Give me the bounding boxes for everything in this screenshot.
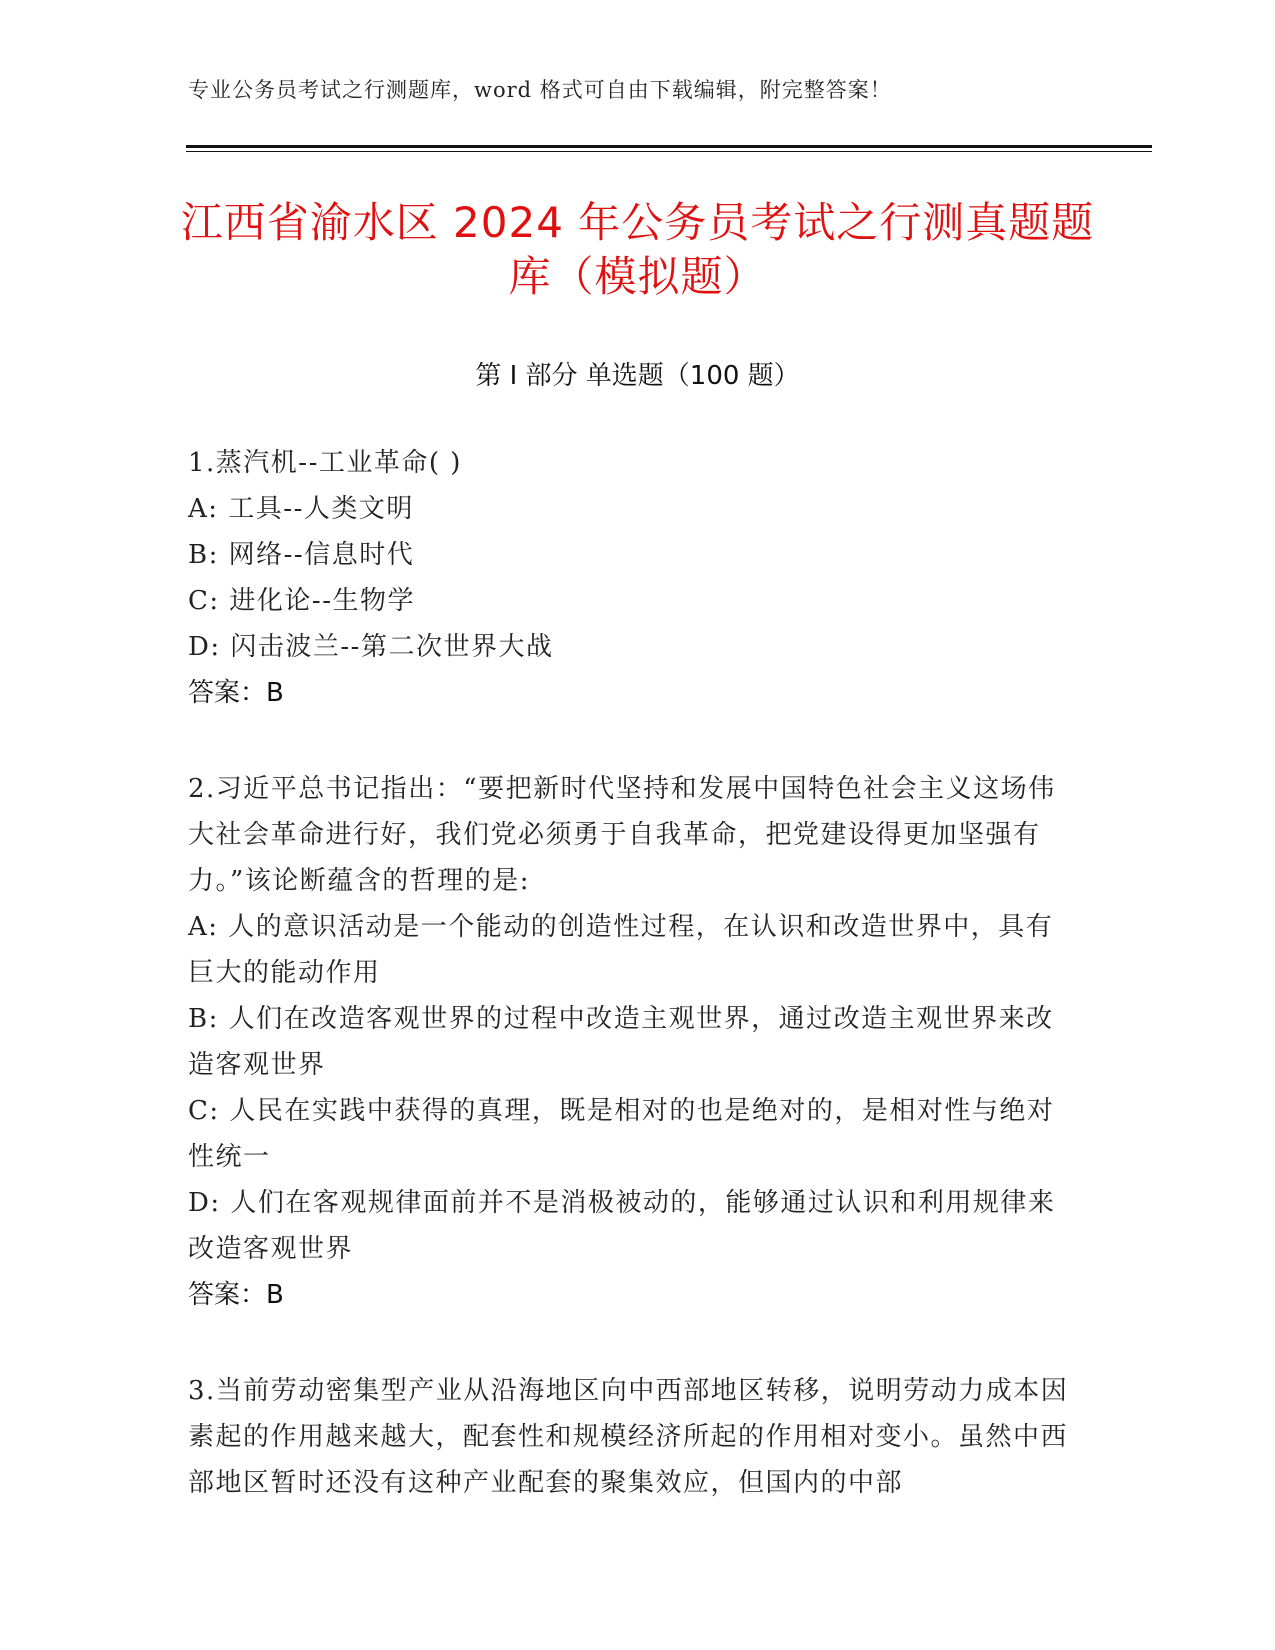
answer: 答案：B bbox=[188, 1280, 284, 1310]
option-d: D: 闪击波兰--第二次世界大战 bbox=[188, 632, 554, 662]
question-stem: 2.习近平总书记指出：“要把新时代坚持和发展中国特色社会主义这场伟大社会革命进行好，我们党必须勇于自我革命，把党建设得更加坚强有力。”该论断蕴含的哲理的是: bbox=[188, 774, 1056, 896]
header-rule-thick bbox=[186, 145, 1152, 148]
document-title: 江西省渝水区 2024 年公务员考试之行测真题题库（模拟题） bbox=[180, 198, 1095, 301]
question-list bbox=[188, 440, 1078, 1556]
option-a: A: 人的意识活动是一个能动的创造性过程，在认识和改造世界中，具有巨大的能动作用 bbox=[188, 912, 1054, 988]
section-title: 第 I 部分 单选题（100 题） bbox=[475, 361, 800, 391]
header-note: 专业公务员考试之行测题库，word 格式可自由下载编辑，附完整答案！ bbox=[188, 78, 892, 102]
answer: 答案：B bbox=[188, 678, 284, 708]
question-stem: 3.当前劳动密集型产业从沿海地区向中西部地区转移，说明劳动力成本因素起的作用越来越大，配套性和规模经济所起的作用相对变小。虽然中西部地区暂时还没有这种产业配套的聚集效应，但国内的中部 bbox=[188, 1376, 1069, 1498]
option-c: C: 人民在实践中获得的真理，既是相对的也是绝对的，是相对性与绝对性统一 bbox=[188, 1096, 1055, 1172]
option-d: D: 人们在客观规律面前并不是消极被动的，能够通过认识和利用规律来改造客观世界 bbox=[188, 1188, 1056, 1264]
option-b: B: 网络--信息时代 bbox=[188, 540, 415, 570]
question-1 bbox=[188, 440, 1078, 716]
option-c: C: 进化论--生物学 bbox=[188, 586, 415, 616]
question-3 bbox=[188, 1368, 1078, 1506]
option-b: B: 人们在改造客观世界的过程中改造主观世界，通过改造主观世界来改造客观世界 bbox=[188, 1004, 1054, 1080]
question-stem: 1.蒸汽机--工业革命( ) bbox=[188, 448, 462, 478]
question-2 bbox=[188, 766, 1078, 1318]
option-a: A: 工具--人类文明 bbox=[188, 494, 414, 524]
header-rule-thin bbox=[186, 151, 1152, 152]
